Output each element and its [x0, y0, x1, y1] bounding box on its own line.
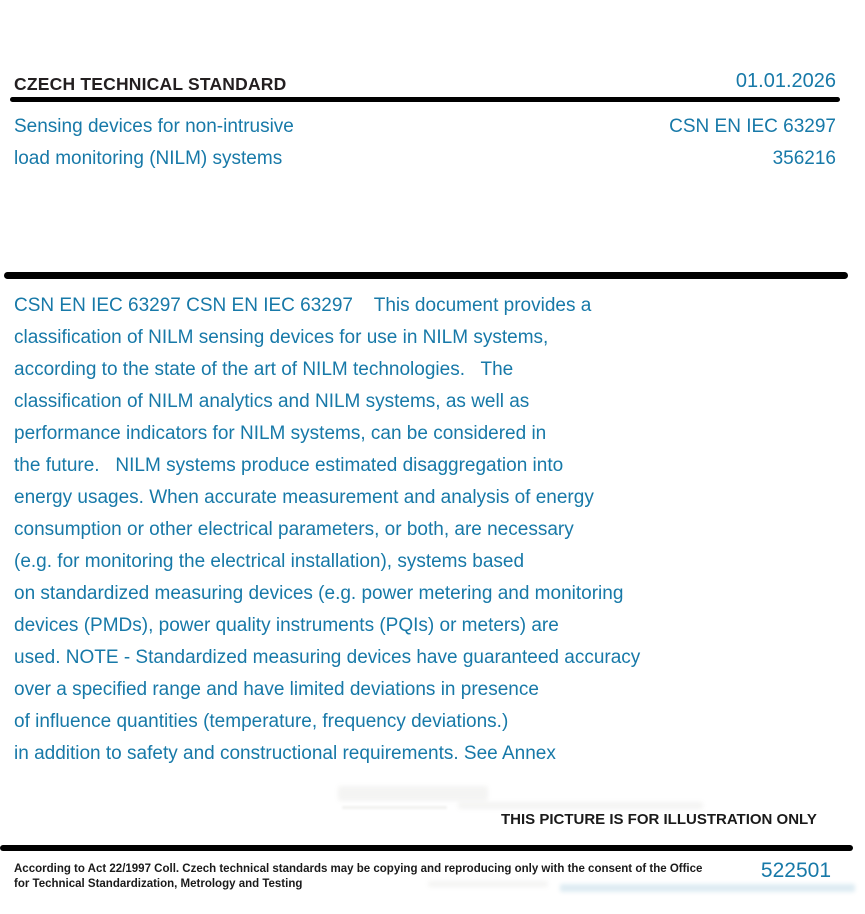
- abstract-line: of influence quantities (temperature, frequency deviations.): [14, 711, 509, 732]
- copyright-line-2: for Technical Standardization, Metrology and Testing: [14, 878, 303, 890]
- standard-class-number: 356216: [772, 148, 836, 169]
- copyright-line-1: According to Act 22/1997 Coll. Czech technical standards may be copying and reproducing only with the consent of the Office: [14, 863, 703, 875]
- abstract-line: energy usages. When accurate measurement and analysis of energy: [14, 487, 594, 508]
- section-divider-rule: [4, 272, 848, 279]
- abstract-text-block: [14, 290, 844, 770]
- abstract-line: performance indicators for NILM systems, can be considered in: [14, 423, 547, 444]
- standard-type-label: CZECH TECHNICAL STANDARD: [14, 74, 287, 94]
- abstract-line: (e.g. for monitoring the electrical installation), systems based: [14, 551, 525, 572]
- illustration-only-notice: THIS PICTURE IS FOR ILLUSTRATION ONLY: [501, 811, 817, 828]
- copyright-statement: [14, 862, 703, 892]
- abstract-line: devices (PMDs), power quality instruments (PQIs) or meters) are: [14, 615, 559, 636]
- abstract-line: according to the state of the art of NILM technologies. The: [14, 359, 514, 380]
- header-divider-rule: [10, 97, 840, 102]
- ghost-text-artifact: [338, 786, 488, 801]
- effective-date: 01.01.2026: [735, 70, 836, 92]
- abstract-line: used. NOTE - Standardized measuring devices have guaranteed accuracy: [14, 647, 641, 668]
- abstract-line: classification of NILM analytics and NILM systems, as well as: [14, 391, 530, 412]
- abstract-line: classification of NILM sensing devices for use in NILM systems,: [14, 327, 549, 348]
- standard-title-line-1: Sensing devices for non-intrusive: [14, 116, 294, 137]
- abstract-line: on standardized measuring devices (e.g. power metering and monitoring: [14, 583, 624, 604]
- abstract-line: over a specified range and have limited deviations in presence: [14, 679, 539, 700]
- ghost-text-artifact: [342, 806, 447, 809]
- abstract-line: consumption or other electrical parameters, or both, are necessary: [14, 519, 574, 540]
- ghost-text-artifact: [458, 802, 703, 809]
- footer-divider-rule: [0, 845, 853, 851]
- order-number: 522501: [760, 859, 831, 882]
- standard-designation: CSN EN IEC 63297: [669, 116, 836, 137]
- standard-title-line-2: load monitoring (NILM) systems: [14, 148, 283, 169]
- abstract-line: in addition to safety and constructional requirements. See Annex: [14, 743, 556, 764]
- abstract-line: the future. NILM systems produce estimated disaggregation into: [14, 455, 564, 476]
- abstract-line: CSN EN IEC 63297 CSN EN IEC 63297 This document provides a: [14, 295, 592, 316]
